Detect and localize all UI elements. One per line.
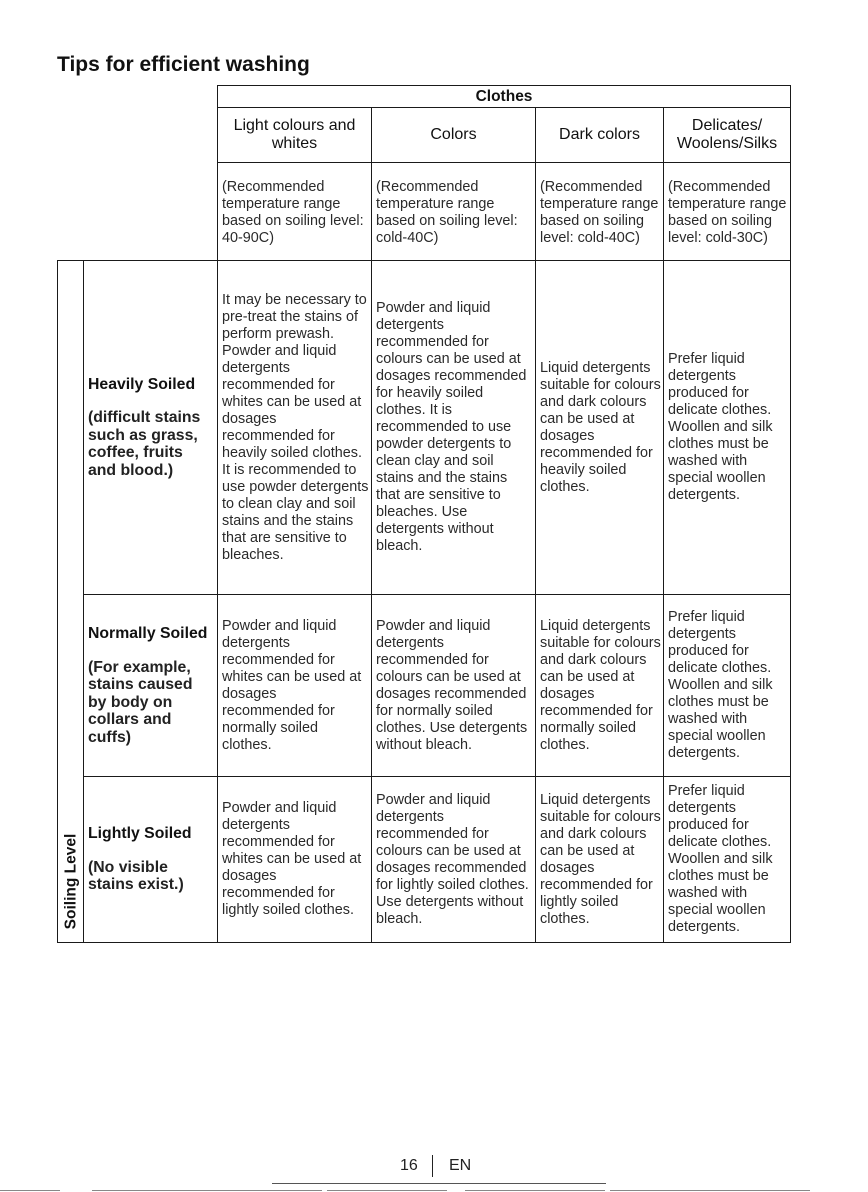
soiling-level-header [58,261,84,943]
row-header-normally-soiled [84,595,218,777]
temperature-range-colors: (Recommended temperature range based on soiling level: cold-40C) [372,163,536,261]
cell-heavy-colors: Powder and liquid detergents recommended for colours can be used at dosages recommended for heavily soiled clothes. It is recommended to use powder detergents to clean clay and soil stains and the stains that are sensitive to bleaches. Use detergents without bleach. [372,261,536,595]
footer-rule [272,1183,606,1184]
clothes-header: Clothes [218,86,791,108]
soiling-level-label: Soiling Level [62,833,79,930]
cell-heavy-dark: Liquid detergents suitable for colours and dark colours can be used at dosages recommended for heavily soiled clothes. [536,261,664,595]
trim-mark [327,1190,447,1191]
temperature-range-dark: (Recommended temperature range based on soiling level: cold-40C) [536,163,664,261]
cell-light-dark: Liquid detergents suitable for colours and dark colours can be used at dosages recommended for lightly soiled clothes. [536,777,664,943]
level-description: (No visible stains exist.) [88,858,184,894]
cell-heavy-delicates: Prefer liquid detergents produced for delicate clothes. Woollen and silk clothes must be washed with special woollen detergents. [664,261,791,595]
language-code: EN [449,1157,472,1174]
row-header-lightly-soiled [84,777,218,943]
trim-mark [0,1190,60,1191]
trim-mark [465,1190,605,1191]
cell-heavy-light: It may be necessary to pre-treat the stains of perform prewash. Powder and liquid detergents recommended for whites can be used at dosages recommended for heavily soiled clothes. It is recommended to use powder detergents to clean clay and soil stains and the stains that are sensitive to bleaches. [218,261,372,595]
cell-normal-delicates: Prefer liquid detergents produced for delicate clothes. Woollen and silk clothes must be washed with special woollen detergents. [664,595,791,777]
washing-tips-table [57,85,791,943]
page-number: 16 [400,1157,418,1174]
footer-divider [432,1155,433,1177]
cell-normal-colors: Powder and liquid detergents recommended for colours can be used at dosages recommended for normally soiled clothes. Use detergents without bleach. [372,595,536,777]
temperature-range-delicates: (Recommended temperature range based on soiling level: cold-30C) [664,163,791,261]
cell-normal-light: Powder and liquid detergents recommended for whites can be used at dosages recommended for normally soiled clothes. [218,595,372,777]
page-footer [0,1155,868,1179]
level-description: (For example, stains caused by body on collars and cuffs) [88,658,193,746]
column-header-colors: Colors [372,108,536,163]
temperature-range-light: (Recommended temperature range based on soiling level: 40-90C) [218,163,372,261]
level-description: (difficult stains such as grass, coffee, fruits and blood.) [88,409,201,479]
page-title: Tips for efficient washing [57,53,310,76]
trim-mark [92,1190,322,1191]
level-name: Lightly Soiled [88,825,192,843]
column-header-delicates: Delicates/ Woolens/Silks [664,108,791,163]
empty-corner-cell [58,86,218,261]
column-header-light: Light colours and whites [218,108,372,163]
cell-light-delicates: Prefer liquid detergents produced for delicate clothes. Woollen and silk clothes must be washed with special woollen detergents. [664,777,791,943]
level-name: Normally Soiled [88,625,208,642]
trim-mark [700,1190,810,1191]
trim-mark [610,1190,700,1191]
cell-normal-dark: Liquid detergents suitable for colours and dark colours can be used at dosages recommended for normally soiled clothes. [536,595,664,777]
level-name: Heavily Soiled [88,375,196,393]
cell-light-colors: Powder and liquid detergents recommended for colours can be used at dosages recommended for lightly soiled clothes. Use detergents without bleach. [372,777,536,943]
column-header-dark: Dark colors [536,108,664,163]
row-header-heavily-soiled [84,261,218,595]
cell-light-light: Powder and liquid detergents recommended for whites can be used at dosages recommended for lightly soiled clothes. [218,777,372,943]
